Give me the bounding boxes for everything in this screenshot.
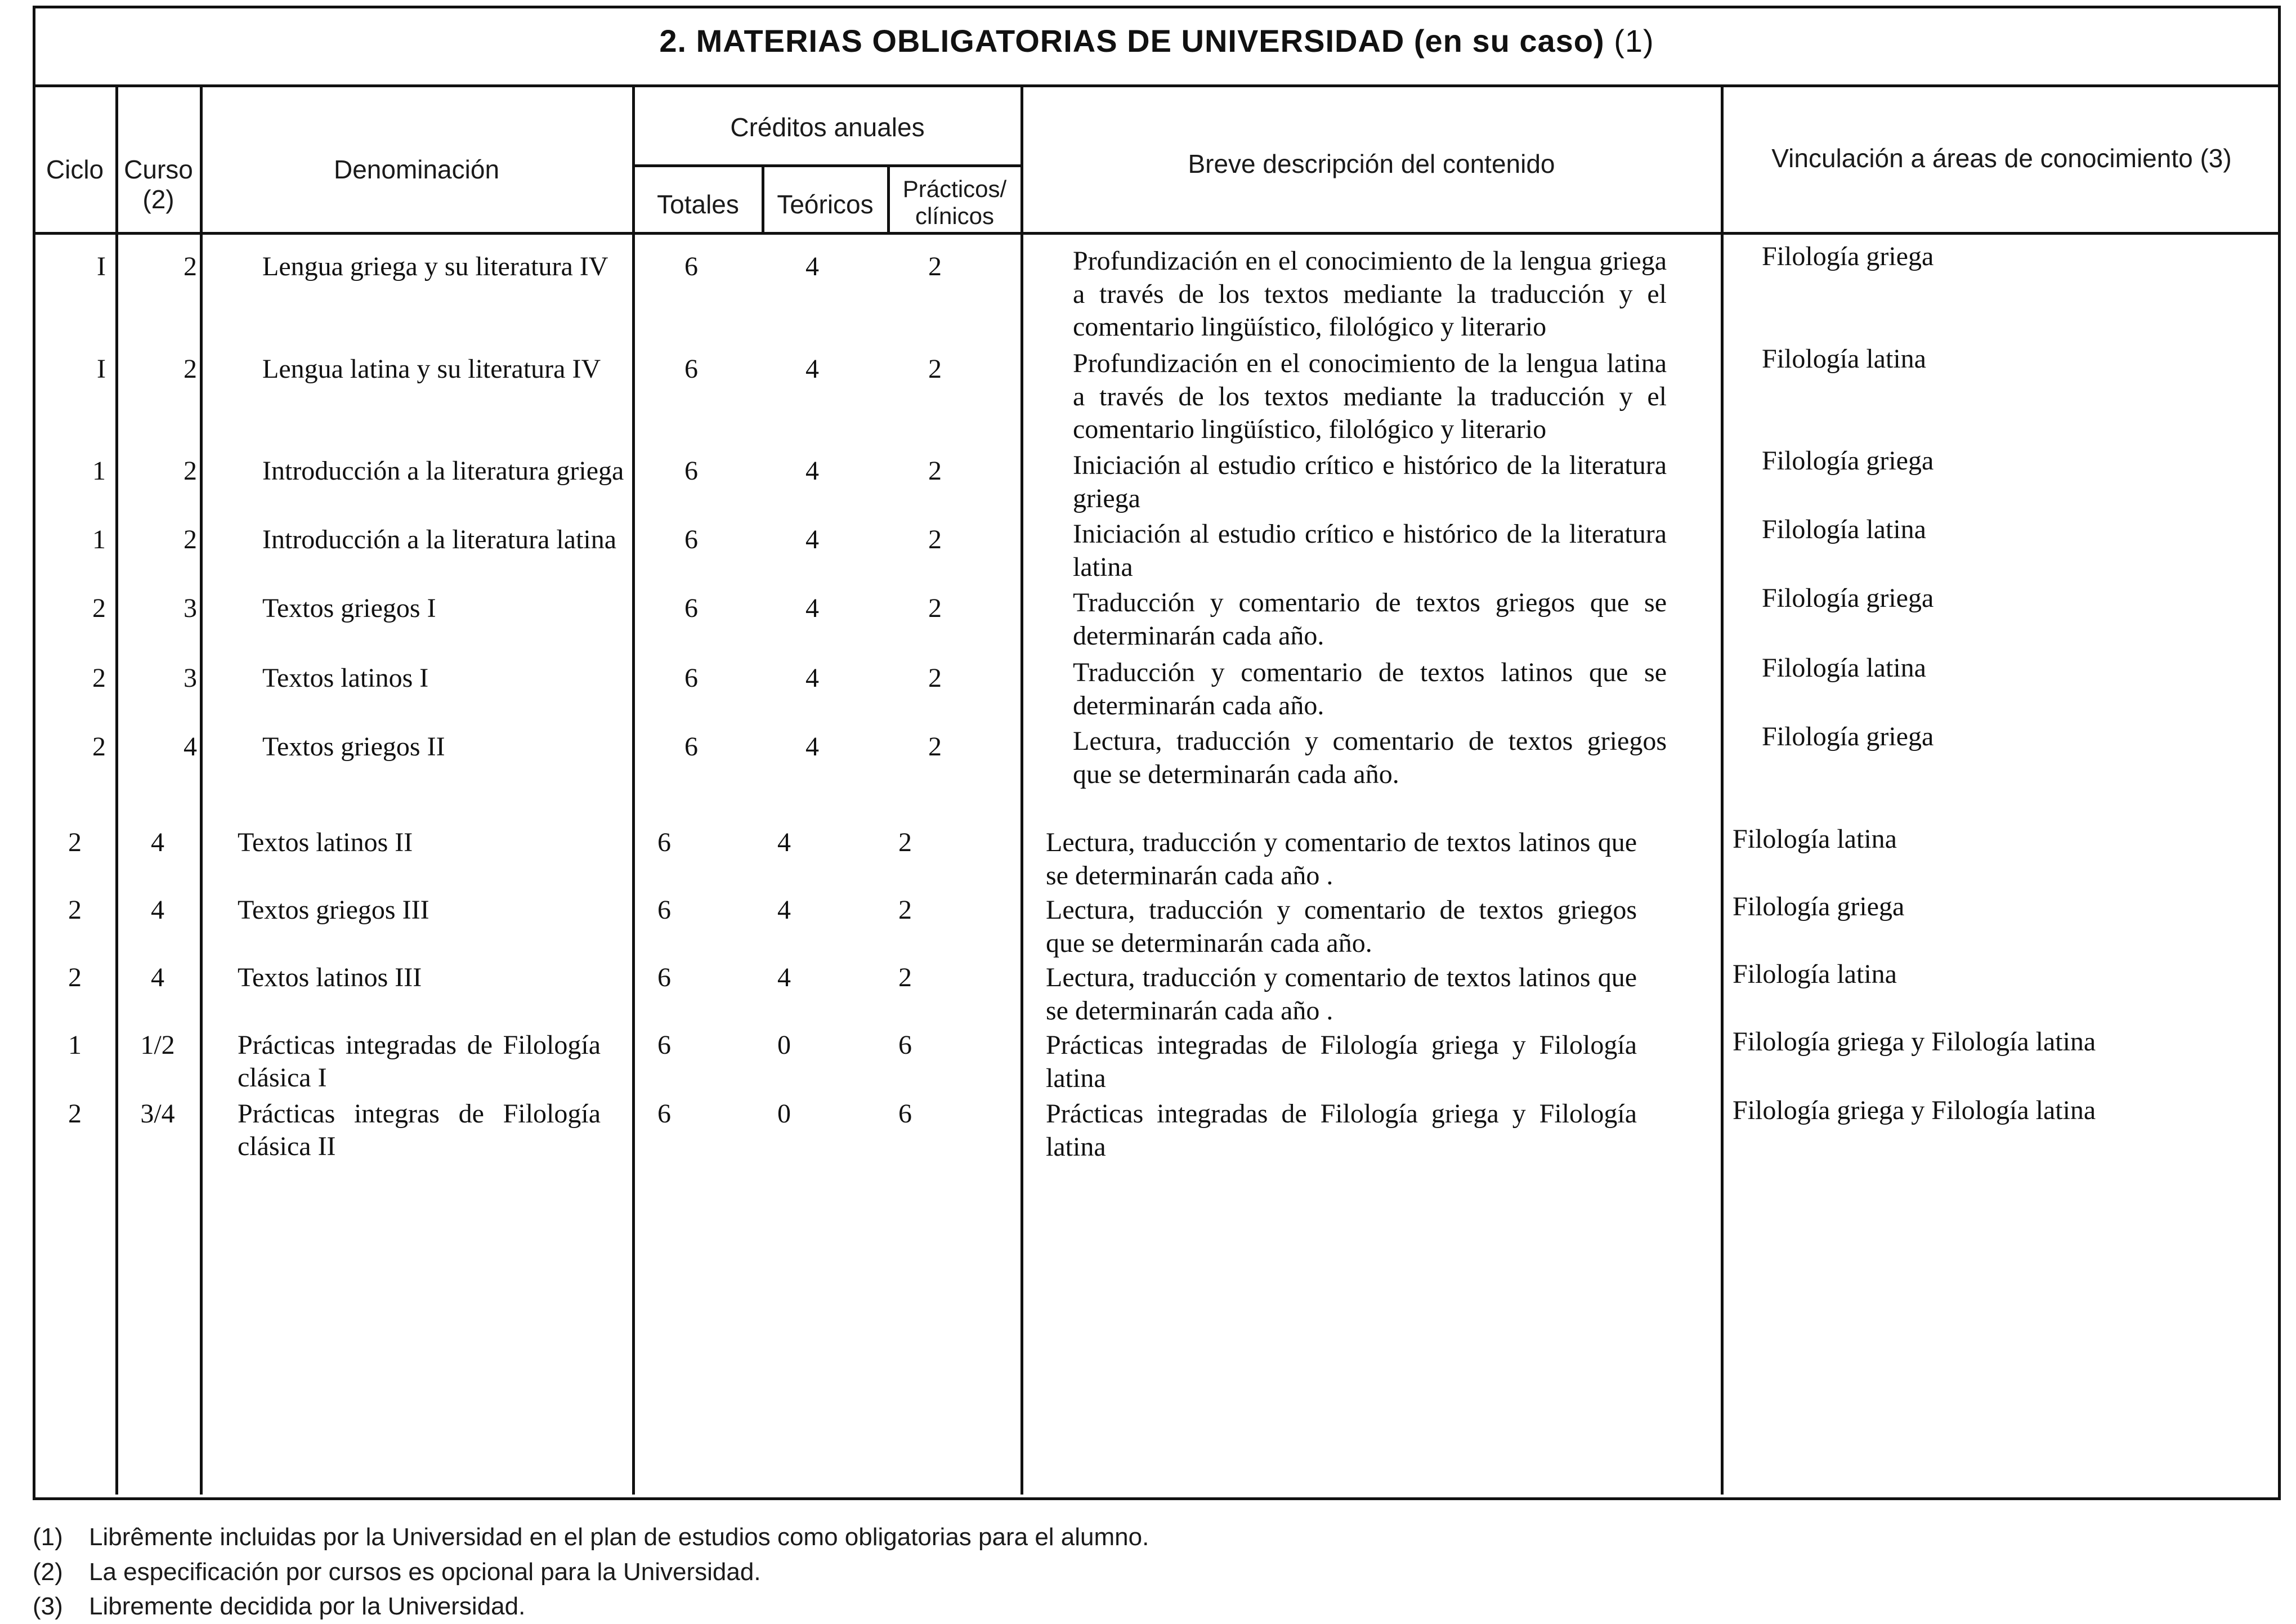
cell-curso: 2 [183, 456, 197, 486]
cell-descripcion: Lectura, traducción y comentario de textos latinos que se determinarán cada año . [1046, 963, 1637, 1026]
cell-practicos: 2 [898, 827, 912, 857]
cell-practicos: 2 [928, 593, 942, 623]
cell-descripcion: Profundización en el conocimiento de la lengua latina a través de los textos mediante la traducción y el comentario lingüístico, filológico y literario [1073, 348, 1667, 445]
cell-totales: 6 [684, 732, 698, 762]
cell-vinculacion: Filología latina [1762, 344, 1926, 374]
cell-teoricos: 4 [777, 963, 791, 992]
cell-practicos: 2 [928, 732, 942, 762]
cell-curso: 4 [183, 732, 197, 762]
col-rule-totales [632, 84, 635, 1495]
cell-practicos: 2 [928, 663, 942, 693]
cell-curso: 2 [183, 354, 197, 384]
cell-vinculacion: Filología latina [1733, 959, 1897, 989]
cell-descripcion: Prácticas integradas de Filología griega y Filología latina [1046, 1030, 1637, 1093]
table-title [33, 23, 2281, 59]
cell-practicos: 2 [928, 354, 942, 384]
title-note: (1) [1614, 23, 1654, 59]
footnote-text: Librêmente incluidas por la Universidad en el plan de estudios como obligatorias para el alumno. [89, 1523, 1149, 1551]
cell-curso: 4 [151, 895, 164, 925]
cell-ciclo: 2 [68, 1099, 82, 1129]
cell-ciclo: 1 [92, 456, 106, 486]
cell-teoricos: 4 [805, 593, 819, 623]
header-practicos-line2: clínicos [915, 203, 995, 230]
cell-descripcion: Iniciación al estudio crítico e histórico de la literatura latina [1073, 519, 1667, 582]
rule-below-header [33, 232, 2281, 235]
cell-practicos: 6 [898, 1030, 912, 1060]
footnote-text: La especificación por cursos es opcional para la Universidad. [89, 1558, 761, 1586]
cell-ciclo: 2 [92, 593, 106, 623]
cell-totales: 6 [684, 663, 698, 693]
cell-totales: 6 [684, 593, 698, 623]
cell-vinculacion: Filología griega [1762, 446, 1934, 476]
cell-vinculacion: Filología griega y Filología latina [1733, 1027, 2096, 1057]
cell-teoricos: 4 [805, 252, 819, 281]
cell-descripcion: Traducción y comentario de textos griegos que se determinarán cada año. [1073, 588, 1667, 651]
cell-teoricos: 4 [777, 827, 791, 857]
cell-teoricos: 4 [805, 354, 819, 384]
cell-totales: 6 [684, 456, 698, 486]
cell-vinculacion: Filología griega [1733, 892, 1905, 921]
cell-practicos: 2 [928, 525, 942, 554]
cell-denominacion: Textos griegos III [238, 895, 429, 925]
cell-ciclo: 2 [92, 663, 106, 693]
cell-practicos: 2 [898, 895, 912, 925]
cell-denominacion: Textos latinos III [238, 963, 422, 992]
cell-vinculacion: Filología griega [1762, 583, 1934, 613]
cell-ciclo: I [97, 252, 106, 281]
header-curso [118, 155, 199, 214]
cell-curso: 2 [183, 525, 197, 554]
footnote-mark: (2) [33, 1558, 63, 1586]
cell-vinculacion: Filología griega [1762, 241, 1934, 271]
rule-under-creditos [632, 164, 1021, 167]
cell-teoricos: 4 [805, 525, 819, 554]
cell-ciclo: I [97, 354, 106, 384]
header-creditos: Créditos anuales [730, 113, 925, 142]
cell-practicos: 2 [928, 456, 942, 486]
cell-curso: 3 [183, 593, 197, 623]
header-ciclo: Ciclo [46, 155, 104, 184]
cell-totales: 6 [657, 895, 671, 925]
header-descripcion: Breve descripción del contenido [1188, 149, 1555, 178]
col-rule-vinculacion [1721, 84, 1724, 1495]
cell-descripcion: Traducción y comentario de textos latinos que se determinarán cada año. [1073, 657, 1667, 721]
cell-denominacion: Textos griegos I [262, 593, 436, 623]
header-denominacion: Denominación [333, 155, 500, 184]
cell-curso: 2 [183, 252, 197, 281]
col-rule-curso [115, 84, 118, 1495]
cell-vinculacion: Filología latina [1762, 653, 1926, 683]
cell-teoricos: 0 [777, 1099, 791, 1129]
cell-descripcion: Lectura, traducción y comentario de textos latinos que se determinarán cada año . [1046, 827, 1637, 891]
cell-curso: 4 [151, 963, 164, 992]
rule-below-title [33, 84, 2281, 87]
cell-teoricos: 4 [805, 663, 819, 693]
footnote-1 [33, 1520, 1721, 1555]
cell-denominacion: Prácticas integradas de Filología clásica I [238, 1030, 601, 1093]
cell-practicos: 2 [928, 252, 942, 281]
cell-vinculacion: Filología griega [1762, 722, 1934, 751]
title-main: 2. MATERIAS OBLIGATORIAS DE UNIVERSIDAD (en su caso) [659, 23, 1605, 59]
cell-denominacion: Introducción a la literatura griega [262, 456, 624, 486]
header-teoricos: Teóricos [777, 190, 874, 219]
header-practicos [890, 176, 1019, 230]
cell-totales: 6 [684, 525, 698, 554]
cell-teoricos: 4 [777, 895, 791, 925]
cell-totales: 6 [657, 963, 671, 992]
footnote-mark: (3) [33, 1592, 63, 1621]
cell-totales: 6 [684, 252, 698, 281]
header-practicos-line1: Prácticos/ [902, 176, 1007, 202]
footnotes [33, 1520, 1721, 1624]
cell-ciclo: 2 [68, 895, 82, 925]
cell-descripcion: Lectura, traducción y comentario de textos griegos que se determinarán cada año. [1073, 726, 1667, 789]
footnote-text: Libremente decidida por la Universidad. [89, 1592, 526, 1621]
cell-totales: 6 [657, 1030, 671, 1060]
footnote-2 [33, 1555, 1721, 1590]
cell-denominacion: Prácticas integras de Filología clásica II [238, 1099, 601, 1161]
cell-denominacion: Introducción a la literatura latina [262, 525, 617, 554]
cell-curso: 1/2 [140, 1030, 175, 1060]
cell-ciclo: 2 [92, 732, 106, 762]
cell-vinculacion: Filología latina [1733, 824, 1897, 854]
cell-denominacion: Lengua griega y su literatura IV [262, 252, 608, 281]
cell-descripcion: Lectura, traducción y comentario de textos griegos que se determinarán cada año. [1046, 895, 1637, 958]
cell-denominacion: Textos latinos II [238, 827, 413, 857]
cell-vinculacion: Filología griega y Filología latina [1733, 1095, 2096, 1125]
cell-denominacion: Textos latinos I [262, 663, 429, 693]
footnote-mark: (1) [33, 1523, 63, 1551]
cell-practicos: 6 [898, 1099, 912, 1129]
cell-curso: 3 [183, 663, 197, 693]
cell-curso: 4 [151, 827, 164, 857]
header-vinculacion: Vinculación a áreas de conocimiento (3) [1771, 144, 2232, 173]
cell-ciclo: 2 [68, 963, 82, 992]
cell-totales: 6 [657, 1099, 671, 1129]
cell-teoricos: 4 [805, 732, 819, 762]
footnote-3 [33, 1589, 1721, 1624]
cell-totales: 6 [657, 827, 671, 857]
col-rule-denominacion [200, 84, 203, 1495]
header-totales: Totales [657, 190, 739, 219]
cell-ciclo: 2 [68, 827, 82, 857]
cell-ciclo: 1 [68, 1030, 82, 1060]
header-curso-label: Curso [124, 155, 193, 184]
cell-descripcion: Iniciación al estudio crítico e histórico de la literatura griega [1073, 450, 1667, 513]
cell-descripcion: Profundización en el conocimiento de la lengua griega a través de los textos mediante la traducción y el comentario lingüístico, filológico y literario [1073, 246, 1667, 342]
cell-denominacion: Textos griegos II [262, 732, 445, 762]
cell-practicos: 2 [898, 963, 912, 992]
col-rule-descripcion [1021, 84, 1023, 1495]
cell-denominacion: Lengua latina y su literatura IV [262, 354, 601, 384]
header-curso-note: (2) [142, 184, 174, 214]
cell-vinculacion: Filología latina [1762, 515, 1926, 544]
cell-teoricos: 0 [777, 1030, 791, 1060]
cell-ciclo: 1 [92, 525, 106, 554]
cell-curso: 3/4 [140, 1099, 175, 1129]
cell-totales: 6 [684, 354, 698, 384]
cell-teoricos: 4 [805, 456, 819, 486]
cell-descripcion: Prácticas integradas de Filología griega y Filología latina [1046, 1099, 1637, 1162]
